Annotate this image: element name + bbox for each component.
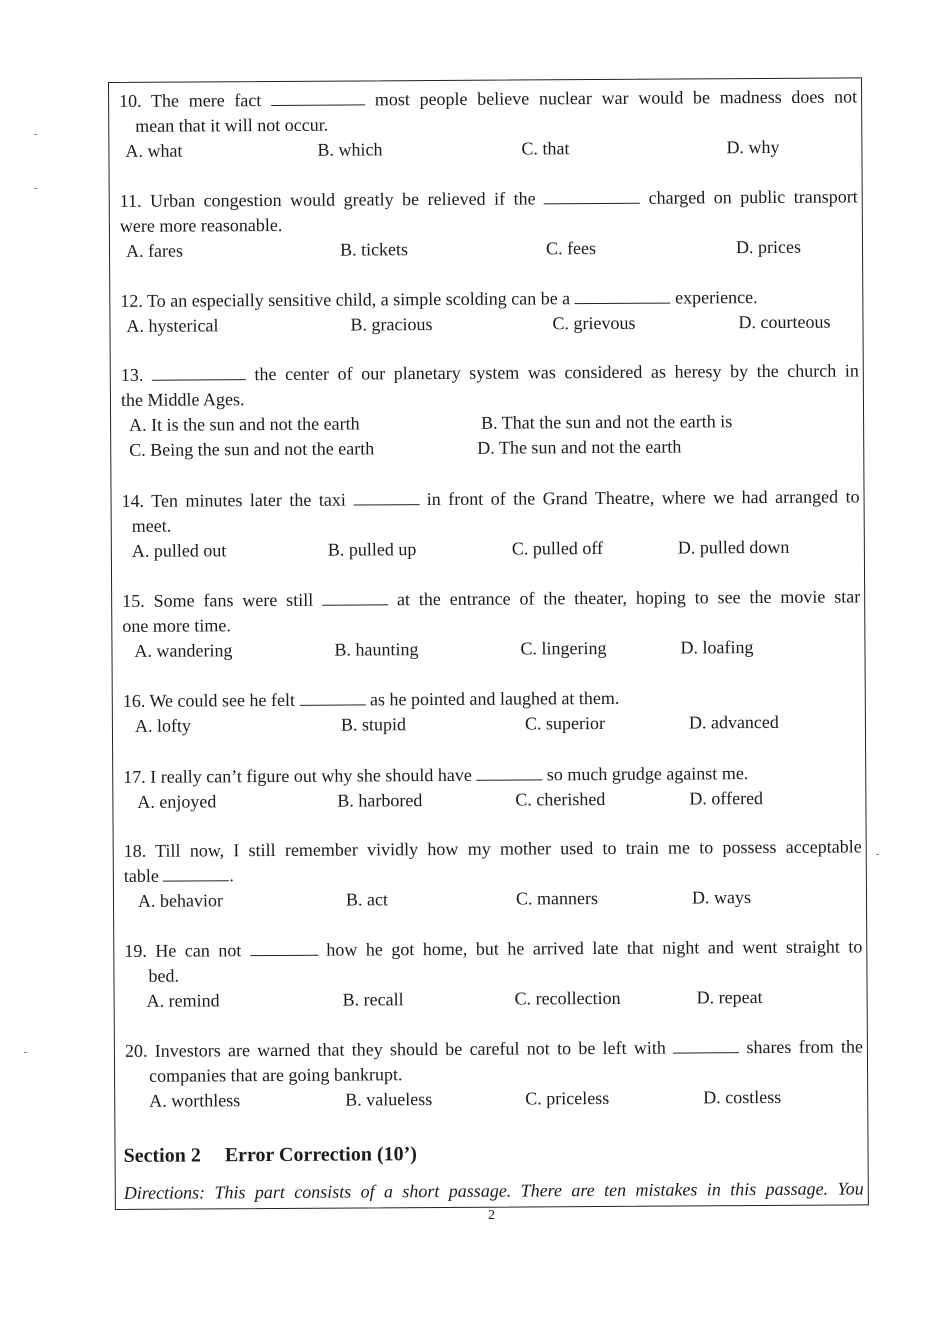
option-d: D. costless xyxy=(703,1086,782,1108)
question-number: 20. xyxy=(124,1040,148,1061)
exam-frame xyxy=(108,77,869,1210)
question-11 xyxy=(120,184,858,264)
option-d: D. prices xyxy=(735,236,802,258)
page-number: 2 xyxy=(488,1208,495,1223)
option-a: A. hysterical xyxy=(126,315,219,336)
option-c: C. grievous xyxy=(552,312,636,334)
question-stem-continued: meet. xyxy=(131,515,172,536)
question-14 xyxy=(121,484,859,564)
option-a: A. behavior xyxy=(137,890,224,911)
option-a: A. wandering xyxy=(134,640,233,661)
answer-blank xyxy=(476,764,542,780)
option-b: B. tickets xyxy=(339,239,409,260)
option-b: B. recall xyxy=(342,989,404,1010)
scan-speck xyxy=(34,134,37,135)
answer-blank xyxy=(299,689,365,705)
question-stem-continued: one more time. xyxy=(122,615,231,636)
question-number: 18. xyxy=(123,840,147,861)
question-19 xyxy=(124,934,862,1014)
option-c: C. Being the sun and not the earth xyxy=(129,438,375,460)
options-row xyxy=(121,433,859,463)
option-b: B. That the sun and not the earth is xyxy=(481,411,733,433)
options-row xyxy=(123,709,861,739)
option-b: B. gracious xyxy=(350,314,433,335)
question-18 xyxy=(124,834,862,914)
option-b: B. pulled up xyxy=(327,539,417,560)
question-number: 15. xyxy=(122,590,145,611)
option-c: C. recollection xyxy=(514,987,621,1009)
option-b: B. harbored xyxy=(337,790,423,811)
option-a: A. fares xyxy=(125,240,184,261)
question-number: 16. xyxy=(122,690,146,711)
question-13 xyxy=(121,358,860,463)
question-20 xyxy=(125,1034,863,1114)
question-stem-continued: table . xyxy=(123,865,234,886)
option-c: C. priceless xyxy=(525,1087,610,1109)
question-number: 12. xyxy=(120,290,143,311)
question-17 xyxy=(123,760,861,815)
question-10 xyxy=(119,84,857,164)
option-c: C. pulled off xyxy=(511,537,604,559)
option-d: D. repeat xyxy=(696,987,763,1008)
option-c: C. that xyxy=(521,138,570,159)
answer-blank xyxy=(250,940,318,956)
option-c: C. superior xyxy=(524,712,605,734)
option-d: D. The sun and not the earth xyxy=(477,436,682,458)
options-row xyxy=(120,309,858,339)
option-d: D. courteous xyxy=(738,311,831,333)
options-row xyxy=(125,984,863,1014)
question-stem: 10. The mere fact most people believe nuclear war would be madness does not xyxy=(119,86,858,111)
question-stem: 20. Investors are warned that they should be careful not to be left with shares from the xyxy=(124,1036,863,1061)
option-d: D. why xyxy=(726,136,780,158)
question-stem-continued: were more reasonable. xyxy=(119,214,283,236)
question-stem-continued: companies that are going bankrupt. xyxy=(149,1064,403,1086)
section-directions: Directions: This part consists of a short passage. There are ten mistakes in this passage. You xyxy=(123,1178,864,1203)
option-b: B. haunting xyxy=(334,639,419,660)
question-15 xyxy=(122,584,860,664)
options-row xyxy=(123,785,861,815)
options-row xyxy=(120,234,858,264)
option-b: B. valueless xyxy=(345,1089,433,1110)
answer-blank xyxy=(544,188,640,205)
option-d: D. offered xyxy=(689,788,764,809)
question-stem: 12. To an especially sensitive child, a simple scolding can be a experience. xyxy=(120,287,758,311)
question-number: 17. xyxy=(123,766,146,787)
question-12 xyxy=(120,284,858,339)
question-number: 11. xyxy=(119,190,142,211)
question-number: 10. xyxy=(119,90,142,111)
option-b: B. stupid xyxy=(340,714,407,735)
question-stem: 13. the center of our planetary system was considered as heresy by the church in xyxy=(120,360,859,385)
question-stem-continued: the Middle Ages. xyxy=(120,389,245,410)
answer-blank xyxy=(271,89,365,106)
option-c: C. fees xyxy=(545,238,597,259)
answer-blank xyxy=(152,364,246,381)
question-stem-continued: mean that it will not occur. xyxy=(135,114,329,136)
option-a: A. lofty xyxy=(134,715,191,736)
question-number: 14. xyxy=(121,490,145,511)
question-stem-continued: bed. xyxy=(148,965,180,986)
answer-blank xyxy=(163,865,229,881)
option-a: A. pulled out xyxy=(131,540,227,561)
question-number: 13. xyxy=(120,364,144,385)
section-heading xyxy=(123,1143,417,1168)
question-stem: 19. He can not how he got home, but he arrived late that night and went straight to xyxy=(124,936,863,961)
question-number: 19. xyxy=(124,940,147,961)
option-a: A. worthless xyxy=(149,1090,241,1111)
question-stem: 17. I really can’t figure out why she should have so much grudge against me. xyxy=(123,763,749,787)
question-16 xyxy=(123,684,861,739)
option-d: D. loafing xyxy=(680,637,754,658)
scan-speck xyxy=(24,1052,27,1053)
options-row xyxy=(124,884,862,914)
option-d: D. pulled down xyxy=(677,536,790,558)
question-stem: 18. Till now, I still remember vividly how my mother used to train me to possess acceptable xyxy=(123,836,862,861)
scan-speck xyxy=(34,188,37,189)
option-d: D. ways xyxy=(691,887,752,908)
scan-speck xyxy=(876,854,879,855)
question-stem: 11. Urban congestion would greatly be relieved if the charged on public transport xyxy=(119,186,858,211)
options-row xyxy=(119,134,857,164)
question-stem: 14. Ten minutes later the taxi in front of the Grand Theatre, where we had arranged to xyxy=(121,486,860,511)
options-row xyxy=(122,534,860,564)
option-a: A. remind xyxy=(146,990,220,1011)
option-b: B. which xyxy=(317,139,383,160)
option-c: C. cherished xyxy=(515,788,606,810)
option-a: A. It is the sun and not the earth xyxy=(129,413,360,435)
answer-blank xyxy=(673,1037,739,1053)
question-stem: 16. We could see he felt as he pointed and laughed at them. xyxy=(122,687,620,711)
answer-blank xyxy=(575,288,671,305)
options-row xyxy=(122,634,860,664)
option-d: D. advanced xyxy=(688,711,779,733)
option-a: A. what xyxy=(125,140,183,161)
answer-blank xyxy=(353,489,419,505)
question-stem: 15. Some fans were still at the entrance of the theater, hoping to see the movie star xyxy=(122,586,861,611)
section-title: Error Correction (10’) xyxy=(224,1143,418,1167)
options-row xyxy=(125,1084,863,1114)
section-label: Section 2 xyxy=(123,1144,201,1167)
option-b: B. act xyxy=(345,889,389,910)
option-c: C. lingering xyxy=(520,637,607,659)
option-a: A. enjoyed xyxy=(137,791,217,812)
answer-blank xyxy=(322,589,388,605)
option-c: C. manners xyxy=(515,888,599,909)
